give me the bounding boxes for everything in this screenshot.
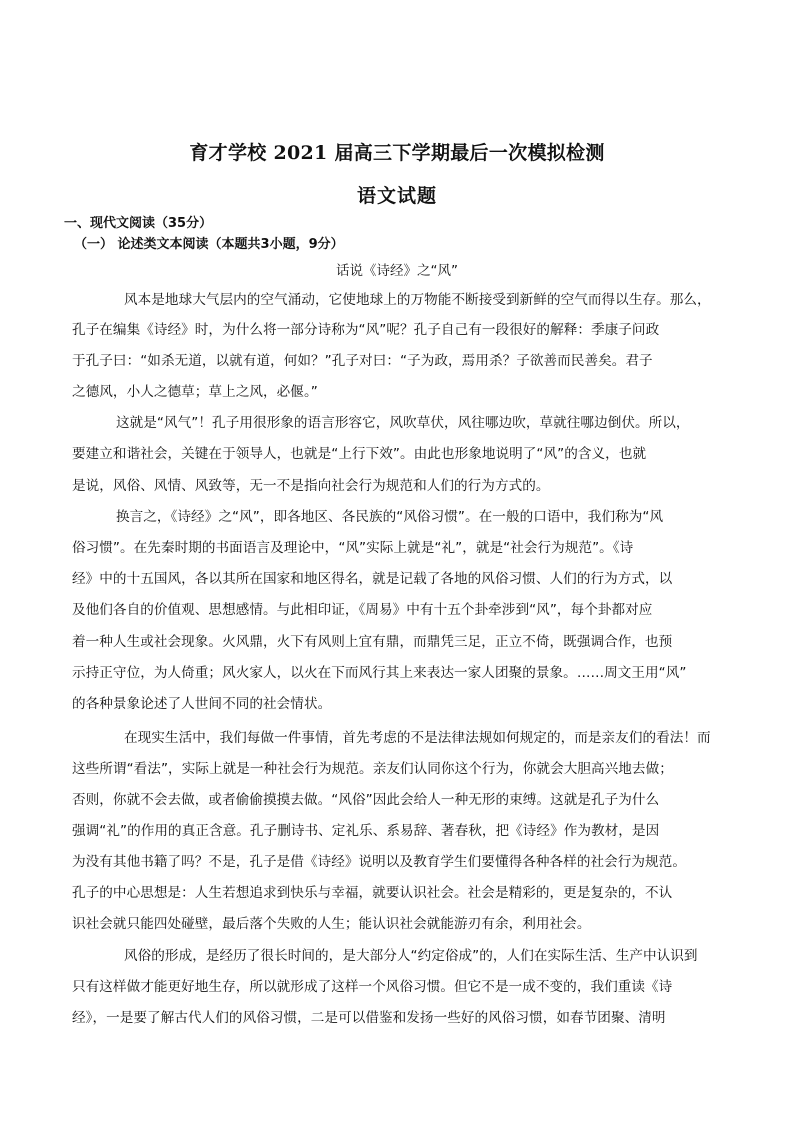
text-line: 这就是“风气”！孔子用很形象的语言形容它，风吹草伏，风往哪边吹，草就往哪边倒伏。所以，: [116, 415, 690, 431]
text-line: 强调“礼”的作用的真正含意。孔子删诗书、定礼乐、系易辞、著春秋，把《诗经》作为教材，是因: [72, 823, 660, 839]
text-line: 及他们各自的价值观、思想感情。与此相印证，《周易》中有十五个卦牵涉到“风”，每个卦都对应: [72, 602, 653, 618]
text-line: 是说，风俗、风情、风致等，无一不是指向社会行为规范和人们的行为方式的。: [72, 478, 550, 494]
text-line: 否则，你就不会去做，或者偷偷摸摸去做。“风俗”因此会给人一种无形的束缚。这就是孔子为什么: [72, 792, 660, 808]
text-line: 风俗的形成，是经历了很长时间的，是大部分人“约定俗成”的，人们在实际生活、生产中认识到: [124, 948, 698, 964]
exam-title: 育才学校 2021 届高三下学期最后一次模拟检测: [189, 142, 605, 164]
text-line: 风本是地球大气层内的空气涌动，它使地球上的万物能不断接受到新鲜的空气而得以生存。那么，: [124, 292, 711, 308]
text-line: 为没有其他书籍了吗？不是，孔子是借《诗经》说明以及教育学生们要懂得各种各样的社会行为规范。: [72, 854, 686, 870]
text-line: 俗习惯”。在先秦时期的书面语言及理论中，“风”实际上就是“礼”，就是“社会行为规范”。《诗: [72, 540, 634, 556]
text-line: 换言之，《诗经》之“风”，即各地区、各民族的“风俗习惯”。在一般的口语中，我们称为“风: [116, 509, 664, 525]
text-line: 经》中的十五国风，各以其所在国家和地区得名，就是记载了各地的风俗习惯、人们的行为方式，以: [72, 571, 673, 587]
text-line: 孔子的中心思想是：人生若想追求到快乐与幸福，就要认识社会。社会是精彩的，更是复杂的，不认: [72, 885, 673, 901]
text-line: 的各种景象论述了人世间不同的社会情状。: [72, 696, 332, 712]
text-line: 只有这样做才能更好地生存，所以就形成了这样一个风俗习惯。但它不是一成不变的，我们重读《诗: [72, 979, 673, 995]
exam-subtitle: 语文试题: [356, 185, 437, 207]
text-line: 在现实生活中，我们每做一件事情，首先考虑的不是法律法规如何规定的，而是亲友们的看法！而: [124, 730, 711, 746]
section-heading-part1: 一、现代文阅读（35分）: [64, 216, 213, 231]
text-line: 示持正守位，为人倚重；风火家人，以火在下而风行其上来表达一家人团聚的景象。……周文王用“风”: [72, 665, 687, 681]
text-line: 识社会就只能四处碰壁，最后落个失败的人生；能认识社会就能游刃有余，利用社会。: [72, 916, 591, 932]
text-line: 孔子在编集《诗经》时，为什么将一部分诗称为“风”呢？孔子自己有一段很好的解释：季康子问政: [72, 322, 660, 338]
text-line: 这些所谓“看法”，实际上就是一种社会行为规范。亲友们认同你这个行为，你就会大胆高兴地去做；: [72, 761, 673, 777]
text-line: 着一种人生或社会现象。火风鼎，火下有风则上宜有鼎，而鼎凭三足，正立不倚，既强调合作，也预: [72, 634, 673, 650]
text-line: 于孔子曰：“如杀无道，以就有道，何如？”孔子对曰：“子为政，焉用杀？子欲善而民善矣。君子: [72, 353, 653, 369]
text-line: 之德风，小人之德草；草上之风，必偃。”: [72, 384, 318, 400]
text-line: 经》，一是要了解古代人们的风俗习惯，二是可以借鉴和发扬一些好的风俗习惯，如春节团聚、清明: [72, 1010, 666, 1026]
article-title: 话说《诗经》之“风”: [336, 263, 458, 279]
section-heading-part1-sub1: （一） 论述类文本阅读（本题共3小题，9分）: [74, 237, 344, 252]
text-line: 要建立和谐社会，关键在于领导人，也就是“上行下效”。由此也形象地说明了“风”的含义，也就: [72, 446, 647, 462]
